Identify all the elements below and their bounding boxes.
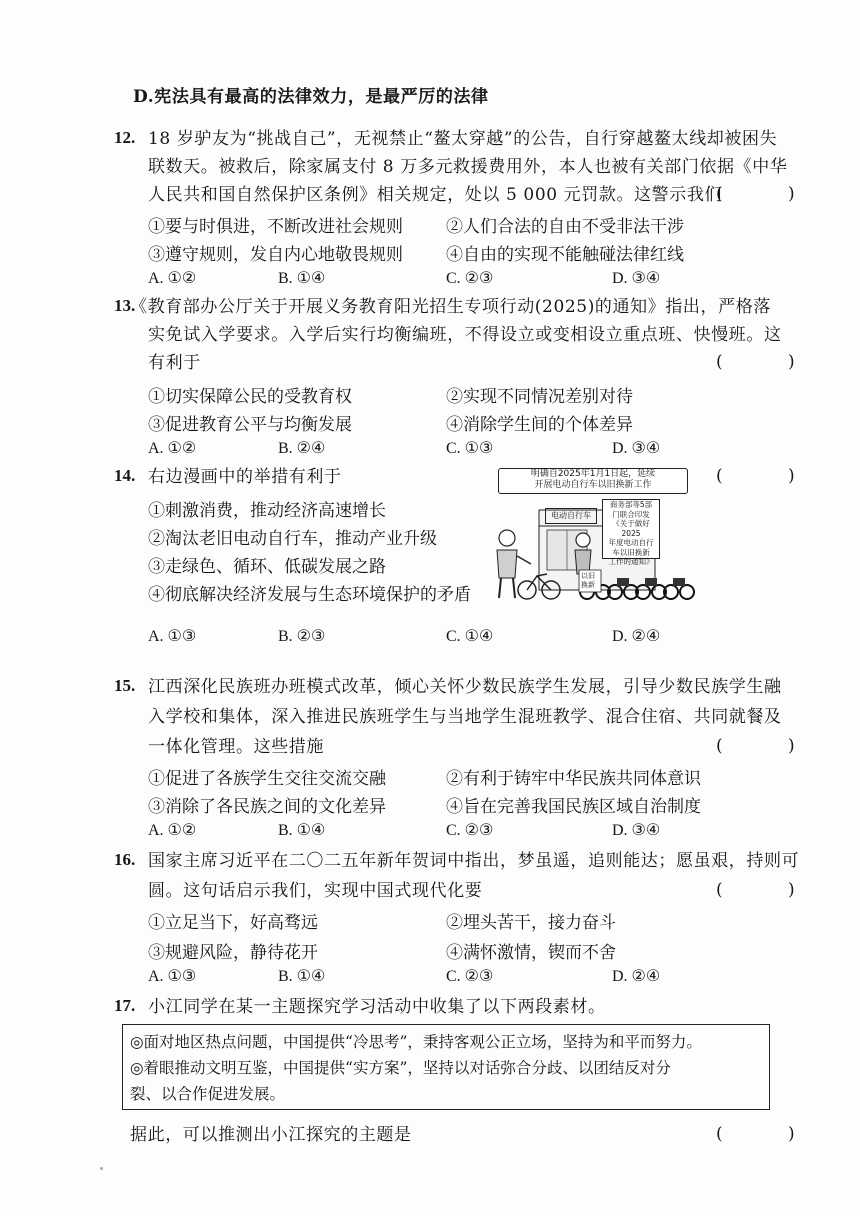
q16-statement-2: ②埋头苦干，接力奋斗 [446,913,616,933]
notice-line-4: 年度电动自行 [608,538,654,547]
q13-stem-line-1: 《教育部办公厅关于开展义务教育阳光招生专项行动(2025)的通知》指出，严格落 [130,297,771,317]
q14-number: 14. [114,466,136,485]
q12-answer-paren[interactable]: ( ) [716,184,825,204]
q14-statement-1: ①刺激消费，推动经济高速增长 [148,501,386,521]
q17-stem: 小江同学在某一主题探究学习活动中收集了以下两段素材。 [148,997,606,1017]
q13-statement-2: ②实现不同情况差别对待 [446,387,633,407]
q13-choice-d[interactable]: D. ③④ [612,440,661,457]
q13-choice-c[interactable]: C. ①③ [446,440,494,457]
notice-line-2: 门联合印发 [612,509,650,519]
cartoon-bubble-line-1: 明确自2025年1月1日起，延续 [530,469,656,479]
q17-answer-paren[interactable]: ( ) [716,1124,825,1144]
cartoon-notice-board [602,499,660,566]
q16-stem-line-2: 圆。这句话启示我们，实现中国式现代化要 [148,881,483,901]
q16-choice-d[interactable]: D. ②④ [612,968,661,985]
notice-line-5: 车以旧换新 [612,547,650,557]
q17-material-line-2: ◎着眼推动文明互鉴，中国提供“实方案”，坚持以对话弥合分歧、以团结反对分 [130,1059,671,1077]
q16-statement-1: ①立足当下，好高骛远 [148,913,318,933]
q15-answer-paren[interactable]: ( ) [716,736,825,756]
q14-statement-3: ③走绿色、循环、低碳发展之路 [148,557,386,577]
q17-number: 17. [114,996,136,1015]
q16-choice-a[interactable]: A. ①③ [148,968,197,985]
q13-choice-b[interactable]: B. ②④ [278,440,326,457]
q16-choice-c[interactable]: C. ②③ [446,968,494,985]
q14-stem: 右边漫画中的举措有利于 [148,467,342,487]
notice-line-3: 《关于做好2025 [612,519,650,538]
q12-stem-line-3: 人民共和国自然保护区条例》相关规定，处以 5 000 元罚款。这警示我们 [148,185,723,205]
q13-stem-line-2: 实免试入学要求。入学后实行均衡编班，不得设立或变相设立重点班、快慢班。这 [148,325,782,345]
q17-material-line-1: ◎面对地区热点问题，中国提供“冷思考”，秉持客观公正立场，坚持为和平而努力。 [130,1033,702,1051]
q15-statement-2: ②有利于铸牢中华民族共同体意识 [446,769,701,789]
q12-choice-d[interactable]: D. ③④ [612,270,661,287]
q16-number: 16. [114,850,136,869]
q14-choice-b[interactable]: B. ②③ [278,628,326,645]
q15-stem-line-2: 入学校和集体，深入推进民族班学生与当地学生混班教学、混合住宿、共同就餐及 [148,707,782,727]
q12-choice-a[interactable]: A. ①② [148,270,197,287]
q12-statement-4: ④自由的实现不能触碰法律红线 [446,245,684,265]
notice-line-1: 商务部等5部 [609,500,653,509]
q16-statement-3: ③规避风险，静待花开 [148,943,318,963]
q13-statement-1: ①切实保障公民的受教育权 [148,387,352,407]
q13-answer-paren[interactable]: ( ) [716,352,825,372]
q17-question: 据此，可以推测出小江探究的主题是 [130,1125,412,1145]
q17-material-line-3: 裂、以合作促进发展。 [130,1085,286,1103]
q12-statement-2: ②人们合法的自由不受非法干涉 [446,217,684,237]
q13-choice-a[interactable]: A. ①② [148,440,197,457]
q12-statement-3: ③遵守规则，发自内心地敬畏规则 [148,245,403,265]
q12-statement-1: ①要与时俱进，不断改进社会规则 [148,217,403,237]
q12-number: 12. [114,128,136,147]
q15-statement-3: ③消除了各民族之间的文化差异 [148,797,386,817]
q14-statement-2: ②淘汰老旧电动自行车，推动产业升级 [148,529,437,549]
cartoon-speech-bubble [498,468,688,494]
q12-stem-line-1: 18 岁驴友为“挑战自己”，无视禁止“鳌太穿越”的公告，自行穿越鳌太线却被困失 [148,129,778,149]
q12-stem-line-2: 联数天。被救后，除家属支付 8 万多元救援费用外，本人也被有关部门依据《中华 [148,157,788,177]
q16-choice-b[interactable]: B. ①④ [278,968,326,985]
q15-stem-line-3: 一体化管理。这些措施 [148,737,324,757]
q14-choice-c[interactable]: C. ①④ [446,628,494,645]
q15-choice-b[interactable]: B. ①④ [278,822,326,839]
q13-number: 13. [114,296,136,315]
q15-choice-a[interactable]: A. ①② [148,822,197,839]
cartoon-bubble-line-2: 开展电动自行车以旧换新工作 [534,480,652,490]
q13-stem-line-3: 有利于 [148,353,201,373]
q15-choice-d[interactable]: D. ③④ [612,822,661,839]
q15-stem-line-1: 江西深化民族班办班模式改革，倾心关怀少数民族学生发展，引导少数民族学生融 [148,677,782,697]
q15-number: 15. [114,676,136,695]
q14-answer-paren[interactable]: ( ) [716,466,825,486]
q13-statement-4: ④消除学生间的个体差异 [446,415,633,435]
q14-choice-d[interactable]: D. ②④ [612,628,661,645]
q16-stem-line-1: 国家主席习近平在二〇二五年新年贺词中指出，梦虽遥，追则能达；愿虽艰，持则可 [148,851,800,871]
q14-choice-a[interactable]: A. ①③ [148,628,197,645]
q15-statement-4: ④旨在完善我国民族区域自治制度 [446,797,701,817]
cartoon-shop-sign: 电动自行车 [545,508,597,524]
q15-choice-c[interactable]: C. ②③ [446,822,494,839]
q12-choice-c[interactable]: C. ②③ [446,270,494,287]
q14-statement-4: ④彻底解决经济发展与生态环境保护的矛盾 [148,585,471,605]
q11-option-d: D.宪法具有最高的法律效力，是最严厉的法律 [133,87,489,107]
scan-speck [100,1167,103,1170]
q16-answer-paren[interactable]: ( ) [716,880,825,900]
q13-statement-3: ③促进教育公平与均衡发展 [148,415,352,435]
q12-choice-b[interactable]: B. ①④ [278,270,326,287]
cartoon-trade-in-tag: 以旧换新 [581,572,595,589]
q16-statement-4: ④满怀激情，锲而不舍 [446,943,616,963]
q15-statement-1: ①促进了各族学生交往交流交融 [148,769,386,789]
notice-line-6: 工作的通知》 [608,557,654,566]
